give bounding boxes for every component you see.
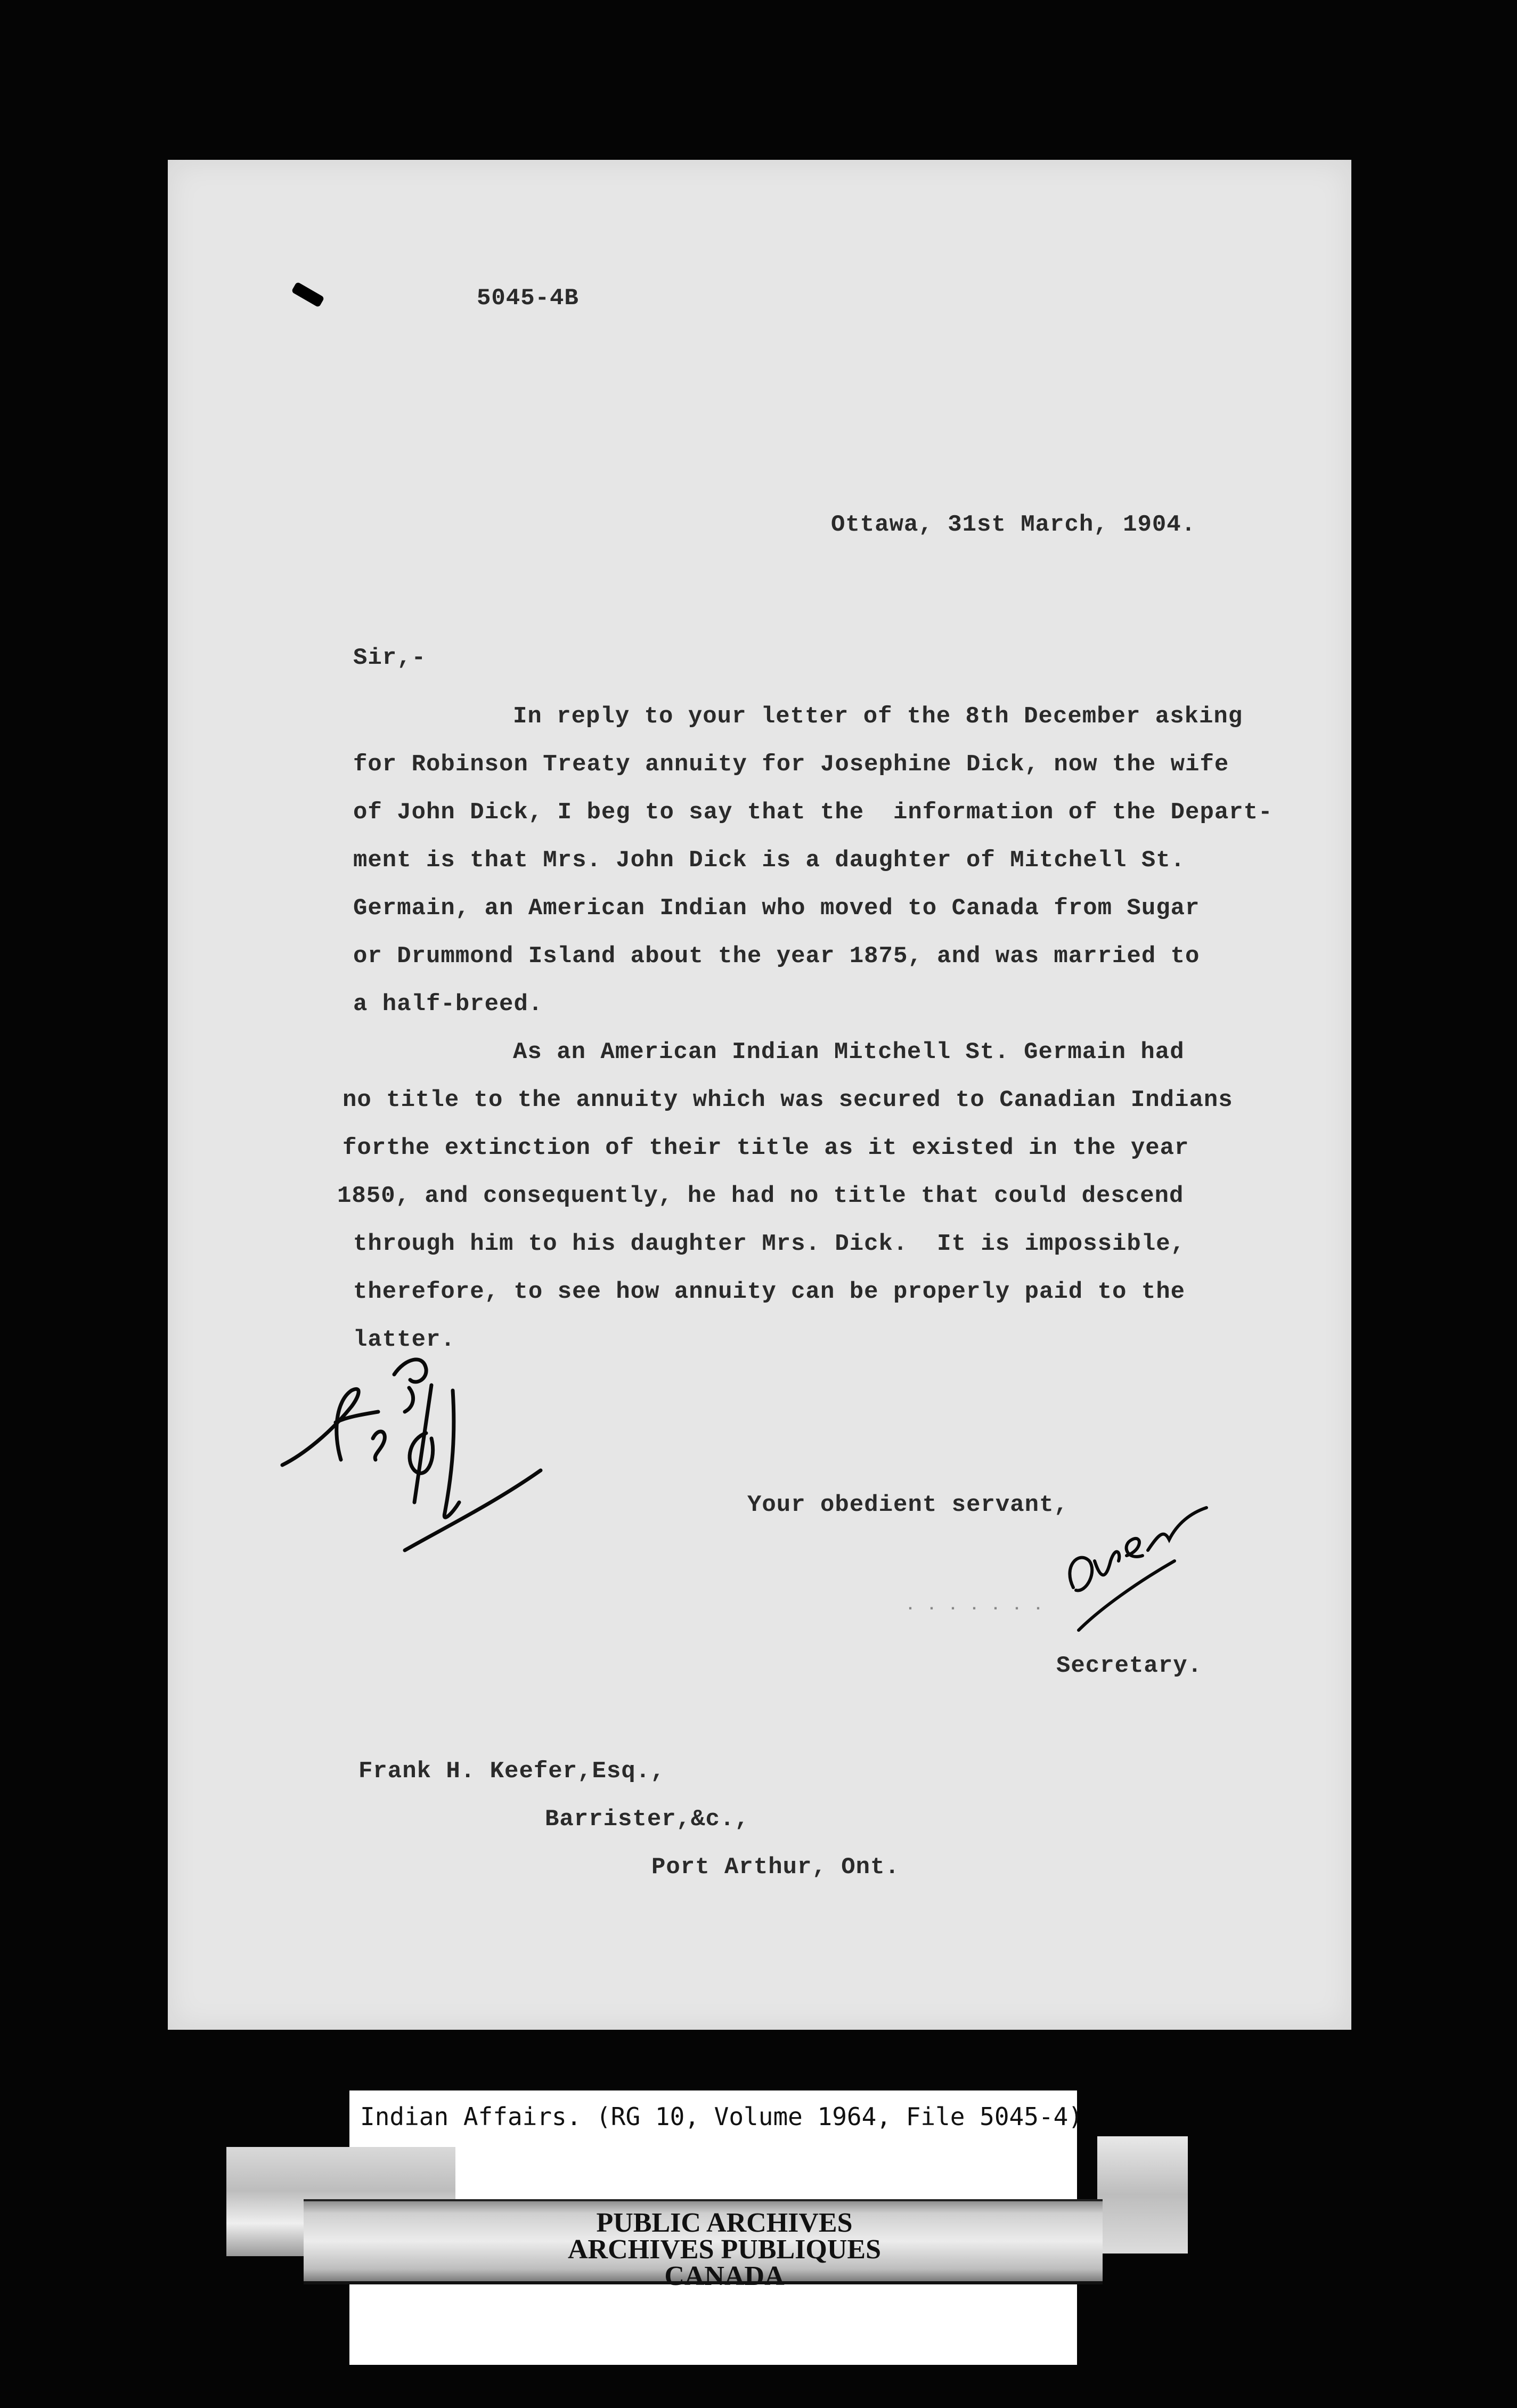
handwritten-over-mark <box>1063 1502 1217 1641</box>
body-line: 1850, and consequently, he had no title that could descend <box>337 1183 1184 1209</box>
archives-stamp <box>511 2210 937 2290</box>
faded-stamp-mark: · · · · · · · <box>906 1600 1045 1618</box>
body-line: a half-breed. <box>353 991 543 1018</box>
archives-stamp-line1: PUBLIC ARCHIVES <box>596 2208 853 2238</box>
body-line: As an American Indian Mitchell St. Germain had <box>513 1039 1185 1065</box>
archive-label <box>349 2090 1083 2141</box>
tape-right <box>1097 2136 1188 2254</box>
body-line: therefore, to see how annuity can be properly paid to the <box>353 1279 1186 1305</box>
closing: Your obedient servant, <box>747 1492 1069 1518</box>
signature-title: Secretary. <box>1056 1653 1203 1679</box>
place-date: Ottawa, 31st March, 1904. <box>831 511 1196 538</box>
body-line: or Drummond Island about the year 1875, and was married to <box>353 943 1200 970</box>
archive-label-text: Indian Affairs. (RG 10, Volume 1964, File 5045-4) <box>360 2102 1083 2131</box>
body-line: no title to the annuity which was secured to Canadian Indians <box>342 1087 1233 1113</box>
file-reference: 5045-4B <box>477 285 579 312</box>
body-line: ment is that Mrs. John Dick is a daughter of Mitchell St. <box>353 847 1186 874</box>
body-line: for Robinson Treaty annuity for Josephine Dick, now the wife <box>353 751 1229 778</box>
body-line: through him to his daughter Mrs. Dick. It is impossible, <box>353 1231 1186 1257</box>
archives-stamp-line3: CANADA <box>664 2261 785 2291</box>
body-line: forthe extinction of their title as it existed in the year <box>342 1135 1189 1161</box>
body-line: In reply to your letter of the 8th December asking <box>513 703 1243 730</box>
handwritten-initials-mark <box>272 1300 559 1577</box>
salutation: Sir,- <box>353 645 427 671</box>
addressee-name: Frank H. Keefer,Esq., <box>358 1758 665 1785</box>
body-line: Germain, an American Indian who moved to Canada from Sugar <box>353 895 1200 922</box>
body-line: latter. <box>353 1327 455 1353</box>
archives-stamp-line2: ARCHIVES PUBLIQUES <box>567 2234 882 2265</box>
addressee-occupation: Barrister,&c., <box>545 1806 749 1833</box>
addressee-location: Port Arthur, Ont. <box>651 1854 900 1881</box>
body-line: of John Dick, I beg to say that the information of the Depart- <box>353 799 1273 826</box>
